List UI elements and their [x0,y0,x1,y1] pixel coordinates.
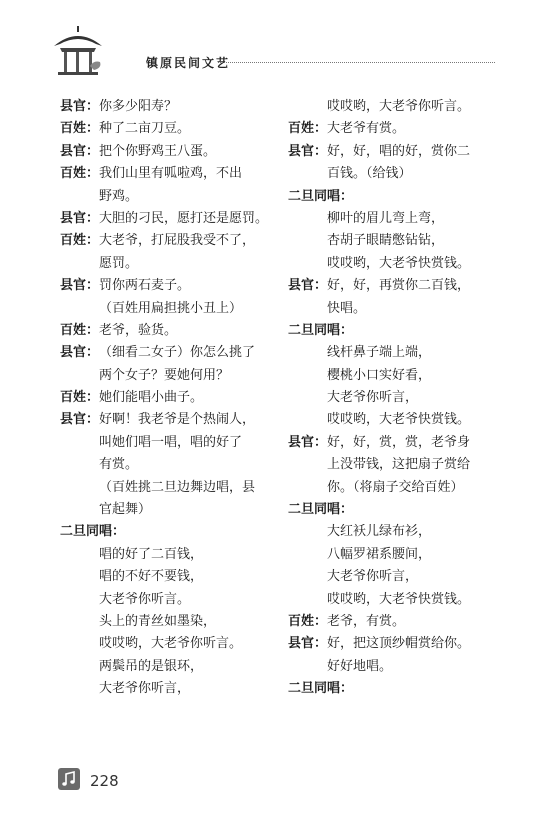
speaker-label: 百姓： [60,322,100,338]
music-note-icon [58,768,80,790]
dialogue-line [60,230,272,252]
speaker-label: 县官： [288,143,328,159]
pavilion-icon [50,22,106,78]
continuation-text: 上没带钱，这把扇子赏给 [327,457,471,473]
dialogue-text: 种了二亩刀豆。 [99,121,191,137]
continuation-text: 大老爷你听言， [327,390,419,406]
speaker-label: 二旦同唱： [288,502,354,518]
continuation-text: 大老爷你听言。 [99,591,191,607]
dialogue-line [60,633,272,655]
dialogue-line [288,432,500,454]
continuation-text: 有赏。 [99,457,139,473]
speaker-label: 县官： [60,278,100,294]
right-column [288,96,500,701]
continuation-text: 好好地唱。 [327,658,393,674]
speaker-label: 县官： [288,636,328,652]
dialogue-line [288,96,500,118]
dialogue-line [60,611,272,633]
continuation-text: 两个女子？要她何用？ [99,367,230,383]
dialogue-text: 我们山里有呱啦鸡，不出 [99,166,243,182]
continuation-text: 头上的青丝如墨染， [99,613,217,629]
page-footer [58,768,178,798]
speaker-label: 县官： [60,210,100,226]
continuation-text: 哎哎哟，大老爷快赏钱。 [327,255,471,271]
dialogue-text: （细看二女子）你怎么挑了 [99,345,256,361]
continuation-text: 快唱。 [327,300,367,316]
dialogue-line [60,275,272,297]
dialogue-line [288,141,500,163]
dialogue-line [60,477,272,499]
continuation-text: 愿罚。 [99,255,139,271]
dialogue-text: 你多少阳寿？ [99,99,178,114]
dialogue-line [60,387,272,409]
dialogue-line [288,566,500,588]
dialogue-line [288,230,500,252]
dialogue-line [288,342,500,364]
dialogue-line [288,454,500,476]
dialogue-line [60,454,272,476]
dialogue-line [288,163,500,185]
speaker-label: 百姓： [288,613,328,629]
speaker-label: 县官： [60,412,100,428]
continuation-text: 线杆鼻子端上端， [327,345,432,361]
continuation-text: 官起舞） [99,502,152,518]
page-number: 228 [90,772,119,790]
continuation-text: 八幅罗裙系腰间， [327,546,432,562]
continuation-text: 唱的好了二百钱， [99,546,204,562]
continuation-text: 哎哎哟，大老爷快赏钱。 [327,591,471,607]
continuation-text: （百姓用扁担挑小丑上） [99,300,243,316]
dialogue-line [288,477,500,499]
speaker-label: 百姓： [60,390,100,406]
dialogue-line [60,141,272,163]
dialogue-line [288,186,500,208]
speaker-label: 百姓： [60,121,100,137]
dialogue-line [288,611,500,633]
dialogue-line [288,387,500,409]
dialogue-line [60,320,272,342]
dialogue-text: 大胆的刁民，愿打还是愿罚。 [99,210,269,226]
dialogue-line [288,589,500,611]
speaker-label: 县官： [60,99,100,114]
dialogue-line [60,365,272,387]
dialogue-line [60,298,272,320]
continuation-text: 柳叶的眉儿弯上弯， [327,210,445,226]
continuation-text: 唱的不好不要钱， [99,569,204,585]
continuation-text: 大老爷你听言， [99,681,191,697]
dialogue-line [60,253,272,275]
dialogue-line [288,656,500,678]
dialogue-line [288,678,500,700]
dialogue-line [60,656,272,678]
continuation-text: （百姓挑二旦边舞边唱，县 [99,479,256,495]
dialogue-line [60,186,272,208]
dialogue-line [60,499,272,521]
continuation-text: 樱桃小口实好看， [327,367,432,383]
dialogue-line [60,589,272,611]
dialogue-line [288,633,500,655]
dialogue-line [60,163,272,185]
continuation-text: 叫她们唱一唱，唱的好了 [99,434,243,450]
speaker-label: 百姓： [60,166,100,182]
dialogue-text: 把个你野鸡王八蛋。 [99,143,217,159]
dialogue-line [60,342,272,364]
continuation-text: 百钱。（给钱） [327,166,412,182]
continuation-text: 大红袄儿绿布衫， [327,524,432,540]
dialogue-line [60,96,272,118]
dialogue-text: 老爷，有赏。 [327,613,406,629]
dialogue-line [60,118,272,140]
dialogue-line [60,521,272,543]
dialogue-text: 老爷，验货。 [99,322,178,338]
dialogue-line [288,409,500,431]
dialogue-line [60,432,272,454]
dialogue-text: 好，好，赏，赏，老爷身 [327,434,471,450]
dialogue-line [288,365,500,387]
dialogue-line [288,499,500,521]
continuation-text: 哎哎哟，大老爷你听言。 [327,99,471,114]
continuation-text: 哎哎哟，大老爷你听言。 [99,636,243,652]
speaker-label: 二旦同唱： [288,681,354,697]
left-column [60,96,272,701]
dialogue-line [288,253,500,275]
dialogue-text: 好，好，唱的好，赏你二 [327,143,471,159]
dialogue-text: 好啊！我老爷是个热闹人， [99,412,256,428]
page-header [50,22,495,78]
dialogue-line [60,208,272,230]
dialogue-text: 好，把这顶纱帽赏给你。 [327,636,471,652]
speaker-label: 县官： [60,345,100,361]
speaker-label: 百姓： [288,121,328,137]
dialogue-text: 她们能唱小曲子。 [99,390,204,406]
dialogue-line [288,118,500,140]
dialogue-line [288,275,500,297]
dialogue-text: 大老爷，打屁股我受不了， [99,233,256,249]
speaker-label: 二旦同唱： [288,322,354,338]
header-title: 镇原民间文艺 [146,56,231,70]
dialogue-text: 罚你两石麦子。 [99,278,191,294]
dialogue-line [60,544,272,566]
dialogue-line [60,678,272,700]
dialogue-line [288,298,500,320]
speaker-label: 县官： [288,278,328,294]
speaker-label: 二旦同唱： [60,524,126,540]
speaker-label: 县官： [288,434,328,450]
speaker-label: 二旦同唱： [288,188,354,204]
dialogue-text: 好，好，再赏你二百钱， [327,278,471,294]
continuation-text: 两鬓吊的是银环， [99,658,204,674]
speaker-label: 县官： [60,143,100,159]
dialogue-line [288,544,500,566]
dialogue-line [288,521,500,543]
continuation-text: 杏胡子眼睛憋钻钻， [327,233,445,249]
speaker-label: 百姓： [60,233,100,249]
dialogue-line [60,409,272,431]
continuation-text: 野鸡。 [99,188,139,204]
continuation-text: 你。（将扇子交给百姓） [327,479,464,495]
dialogue-line [288,208,500,230]
dialogue-line [60,566,272,588]
continuation-text: 大老爷你听言， [327,569,419,585]
dialogue-line [288,320,500,342]
dialogue-text: 大老爷有赏。 [327,121,406,137]
continuation-text: 哎哎哟，大老爷快赏钱。 [327,412,471,428]
header-divider [218,62,495,63]
